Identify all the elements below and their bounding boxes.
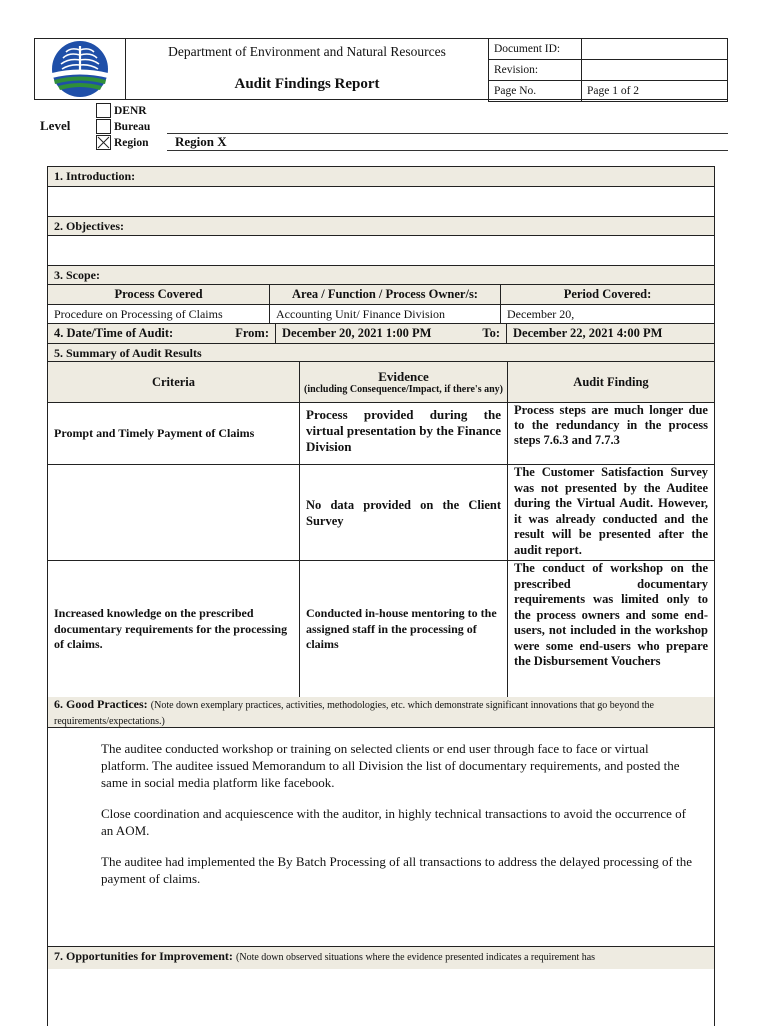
doc-meta-table [488, 38, 728, 102]
level-bottom-rule [167, 150, 728, 151]
scope-area-value: Accounting Unit/ Finance Division [270, 305, 501, 325]
row1-finding: Process steps are much longer due to the redundancy in the process steps 7.6.3 and 7.7.3 [508, 403, 715, 465]
logo-cell [35, 39, 126, 99]
region-label: Region [114, 136, 149, 149]
scope-process-value: Procedure on Processing of Claims [48, 305, 270, 325]
introduction-body[interactable] [48, 187, 714, 217]
row2-finding: The Customer Satisfaction Survey was not presented by the Auditee during the Virtual Audit. However, it was already conducted and the result will be presented after the audit report. [508, 465, 715, 561]
introduction-header: 1. Introduction: [48, 167, 714, 187]
objectives-header: 2. Objectives: [48, 217, 714, 236]
good-practices-header [48, 697, 714, 728]
audit-from-label: From: [220, 324, 276, 344]
scope-col-process: Process Covered [48, 285, 270, 305]
good-practices-note: (Note down exemplary practices, activities, methodologies, etc. which demonstrate significant innovations that go beyond the requirements/expectations.) [54, 700, 654, 727]
summary-col-finding: Audit Finding [508, 362, 715, 403]
good-practices-title: 6. Good Practices: [54, 697, 148, 711]
region-value: Region X [175, 134, 227, 149]
level-label: Level [40, 118, 71, 133]
region-checkbox[interactable] [96, 135, 111, 150]
scope-col-area: Area / Function / Process Owner/s: [270, 285, 501, 305]
page-no-value: Page 1 of 2 [582, 81, 728, 102]
row2-criteria [48, 465, 300, 561]
evidence-title: Evidence [378, 368, 429, 384]
scope-table [47, 284, 715, 325]
audit-date-title: 4. Date/Time of Audit: [48, 324, 221, 344]
header-block [34, 38, 728, 100]
denr-label: DENR [114, 104, 147, 117]
good-practice-paragraph: Close coordination and acquiescence with the auditor, in highly technical transactions to avoid the occurrence of an AOM. [101, 806, 686, 838]
scope-header: 3. Scope: [48, 266, 714, 284]
improvement-header [48, 946, 714, 969]
doc-id-label: Document ID: [489, 39, 582, 60]
org-name: Department of Environment and Natural Resources [168, 44, 446, 59]
audit-to-value: December 22, 2021 4:00 PM [507, 324, 715, 344]
bureau-checkbox[interactable] [96, 119, 111, 134]
summary-table [47, 361, 715, 699]
audit-date-table [47, 323, 715, 344]
improvement-note: (Note down observed situations where the evidence presented indicates a requirement has [236, 952, 596, 963]
row3-criteria: Increased knowledge on the prescribed documentary requirements for the processing of claims. [48, 561, 300, 699]
row3-finding: The conduct of workshop on the prescribed documentary requirements was limited only to the process owners and some end-users, not included in the workshop were some end-users who prepare the Disbursement Vouchers [508, 561, 715, 699]
row2-evidence: No data provided on the Client Survey [300, 465, 508, 561]
level-top-rule [167, 133, 728, 134]
row1-criteria: Prompt and Timely Payment of Claims [48, 403, 300, 465]
summary-row [48, 403, 715, 465]
summary-header: 5. Summary of Audit Results [48, 344, 714, 362]
scope-col-period: Period Covered: [501, 285, 715, 305]
bureau-label: Bureau [114, 120, 151, 133]
revision-value [582, 60, 728, 81]
objectives-body[interactable] [48, 236, 714, 266]
level-option-bureau[interactable] [96, 119, 150, 134]
doc-id-value [582, 39, 728, 60]
row3-evidence: Conducted in-house mentoring to the assigned staff in the processing of claims [300, 561, 508, 699]
title-cell [125, 39, 489, 99]
page-no-label: Page No. [489, 81, 582, 102]
row1-evidence: Process provided during the virtual presentation by the Finance Division [300, 403, 508, 465]
denr-checkbox[interactable] [96, 103, 111, 118]
level-option-region[interactable] [96, 135, 149, 150]
denr-logo [47, 40, 113, 98]
scope-period-value: December 20, [501, 305, 715, 325]
audit-from-value: December 20, 2021 1:00 PM [276, 324, 471, 344]
audit-to-label: To: [470, 324, 507, 344]
doc-title: Audit Findings Report [234, 76, 380, 92]
improvement-title: 7. Opportunities for Improvement: [54, 949, 233, 963]
revision-label: Revision: [489, 60, 582, 81]
summary-col-criteria: Criteria [48, 362, 300, 403]
good-practice-paragraph: The auditee had implemented the By Batch Processing of all transactions to address the delayed processing of the payment of claims. [101, 854, 692, 886]
summary-row [48, 465, 715, 561]
summary-col-evidence [300, 362, 508, 403]
good-practice-paragraph: The auditee conducted workshop or training on selected clients or end user through face to face or virtual platform. The auditee issued Memorandum to all Division the list of documentary requirements, and posted the same in social media platform like facebook. [101, 741, 680, 790]
summary-row [48, 561, 715, 699]
checked-x-icon [97, 136, 110, 149]
level-option-denr[interactable] [96, 103, 147, 118]
evidence-subtitle: (including Consequence/Impact, if there's any) [304, 383, 503, 395]
